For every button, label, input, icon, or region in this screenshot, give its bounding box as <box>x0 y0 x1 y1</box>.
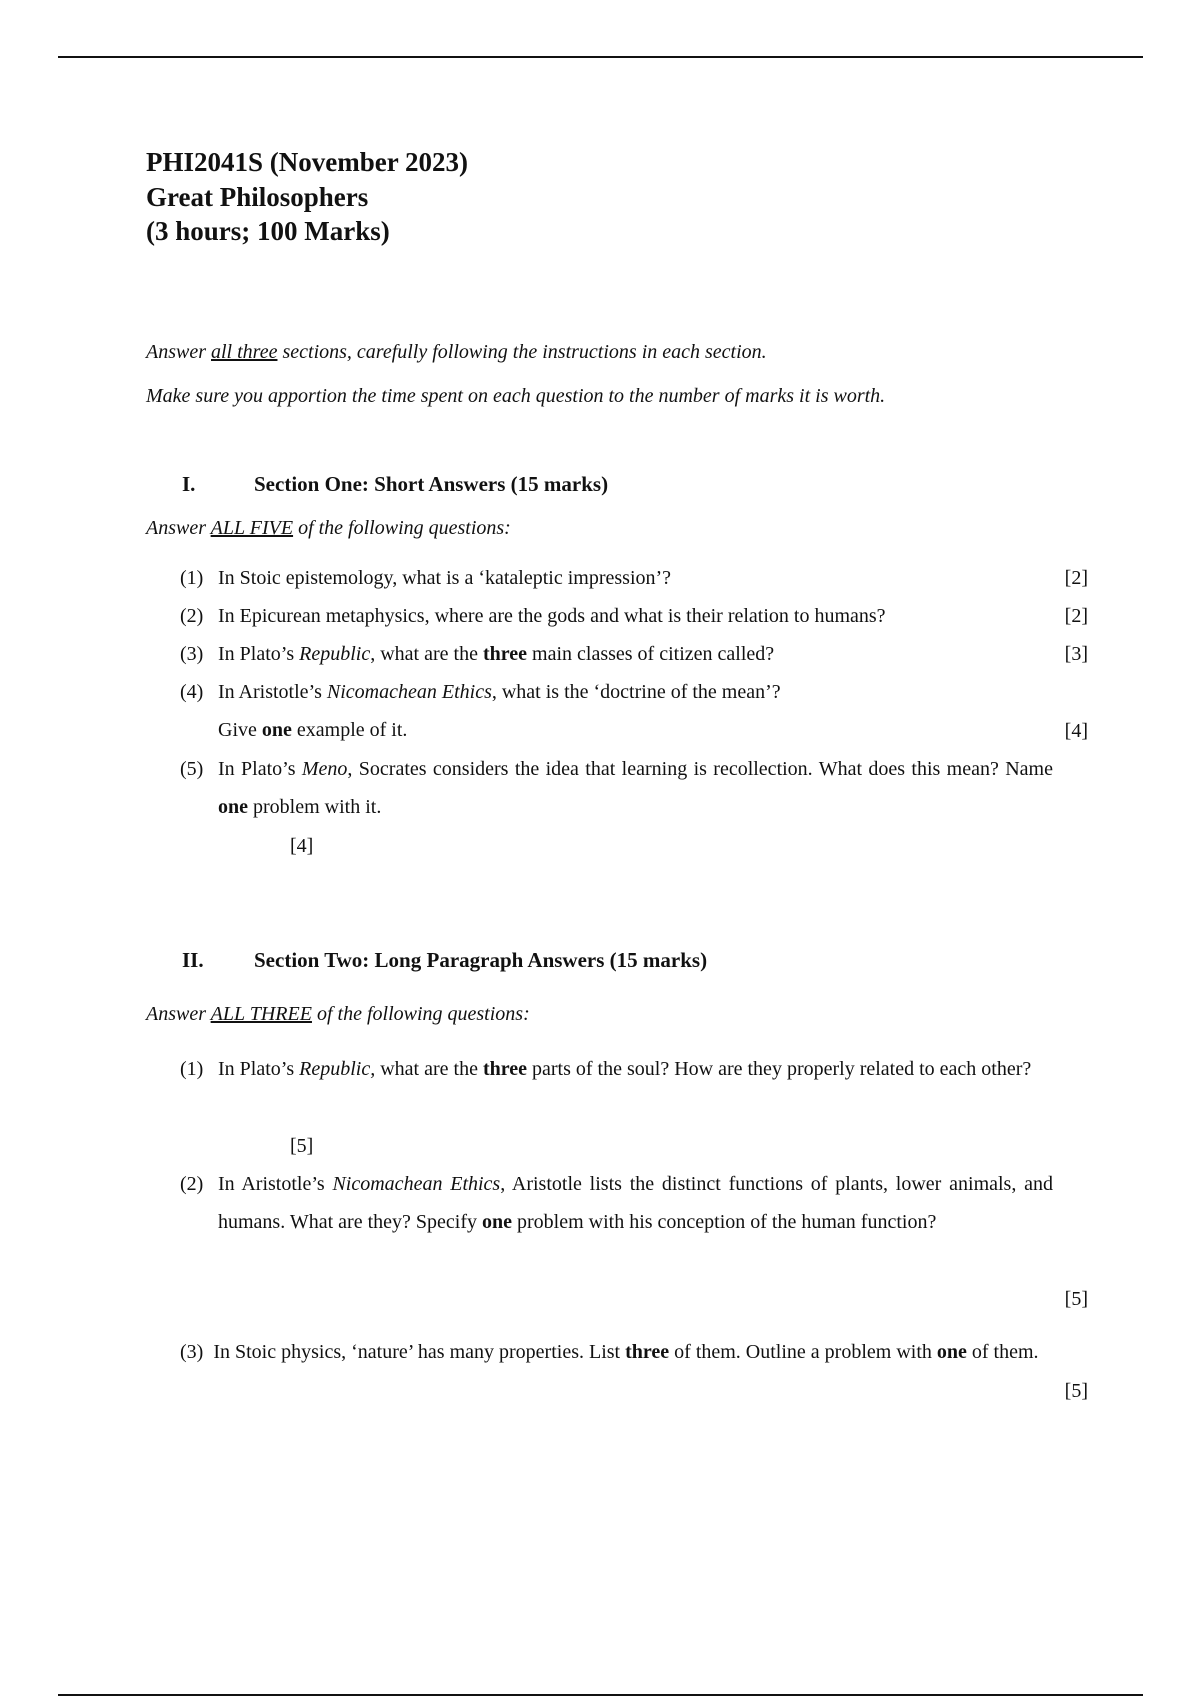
section-one-heading: I. Section One: Short Answers (15 marks) <box>182 472 609 496</box>
instruction-line-1: Answer all three sections, carefully following the instructions in each section. <box>146 341 767 363</box>
s1-question-1: (1) In Stoic epistemology, what is a ‘kataleptic impression’? <box>180 567 672 589</box>
s2-q2-mark: [5] <box>1064 1288 1088 1310</box>
s1-q4-mark: [4] <box>1064 720 1088 742</box>
s2-q1-mark: [5] <box>290 1135 314 1157</box>
s1-question-3: (3) In Plato’s Republic, what are the three main classes of citizen called? <box>180 643 775 665</box>
top-rule <box>58 56 1143 58</box>
s2-question-2: (2) In Aristotle’s Nicomachean Ethics, Aristotle lists the distinct functions of plants, lower animals, and humans. What are they? Specify one problem with his conception of the human function? <box>180 1173 1053 1233</box>
s1-question-5: (5) In Plato’s Meno, Socrates considers the idea that learning is recollection. What does this mean? Name one problem with it. <box>180 758 1053 818</box>
s1-question-2: (2) In Epicurean metaphysics, where are the gods and what is their relation to humans? <box>180 605 886 627</box>
course-title: Great Philosophers <box>146 181 369 212</box>
s1-q3-mark: [3] <box>1064 643 1088 665</box>
s2-question-3: (3) In Stoic physics, ‘nature’ has many properties. List three of them. Outline a problem with one of them. <box>180 1341 1039 1363</box>
exam-header <box>146 145 468 249</box>
s1-q1-mark: [2] <box>1064 567 1088 589</box>
bottom-rule <box>58 1694 1143 1696</box>
s1-q2-mark: [2] <box>1064 605 1088 627</box>
exam-duration: (3 hours; 100 Marks) <box>146 216 390 246</box>
section-two-heading: II. Section Two: Long Paragraph Answers (15 marks) <box>182 948 708 972</box>
section-one-instruction: Answer ALL FIVE of the following questions: <box>146 517 511 539</box>
s1-q5-mark: [4] <box>290 835 314 857</box>
course-code: PHI2041S (November 2023) <box>146 147 468 177</box>
section-two-instruction: Answer ALL THREE of the following questions: <box>146 1003 530 1025</box>
s1-question-4: (4) In Aristotle’s Nicomachean Ethics, what is the ‘doctrine of the mean’? Give one example of it. <box>180 681 781 741</box>
instruction-line-2: Make sure you apportion the time spent on each question to the number of marks it is worth. <box>146 385 886 407</box>
s2-question-1: (1) In Plato’s Republic, what are the three parts of the soul? How are they properly related to each other? <box>180 1058 1032 1080</box>
s2-q3-mark: [5] <box>1064 1380 1088 1402</box>
